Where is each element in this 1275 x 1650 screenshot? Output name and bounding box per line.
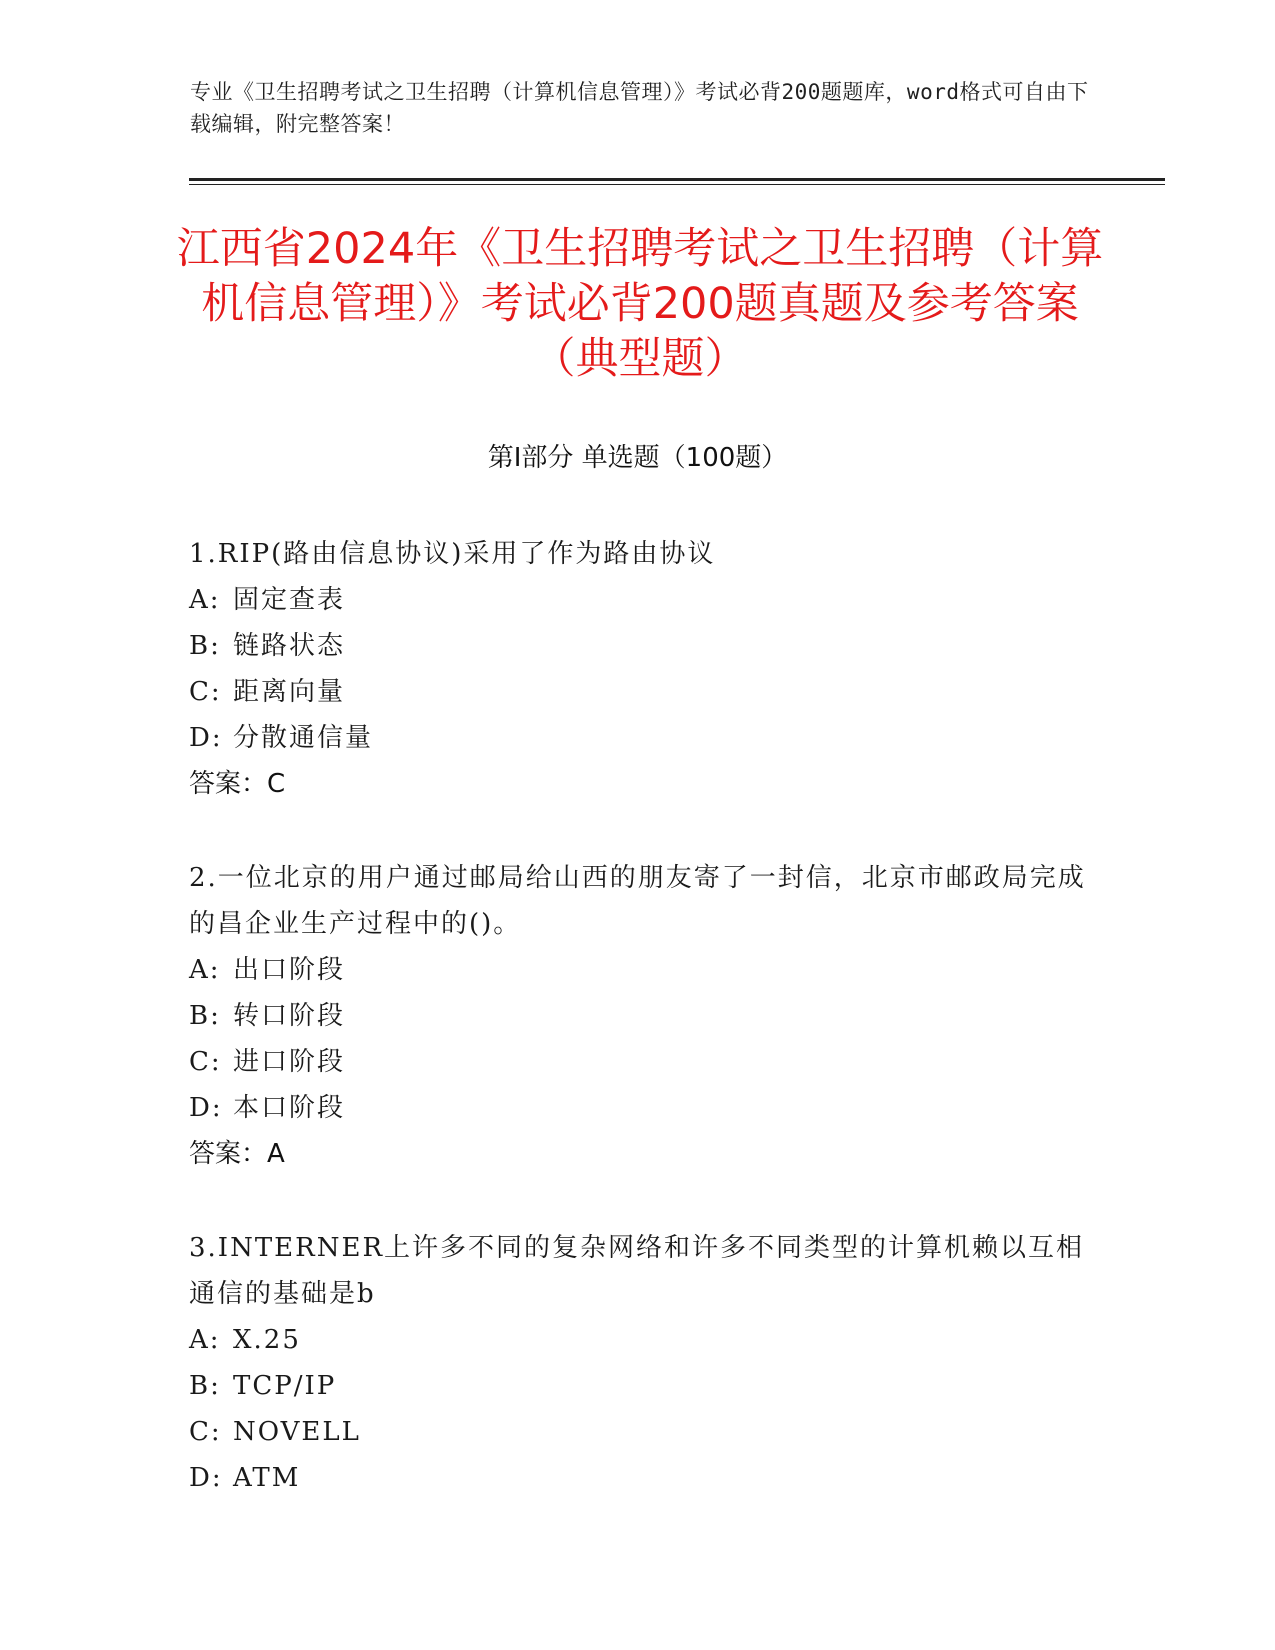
option-text: 固定查表 [233, 585, 346, 615]
option-letter: C: [189, 677, 222, 707]
question-item [189, 855, 1089, 1177]
option-text: 距离向量 [233, 677, 346, 707]
option-c [189, 1039, 1089, 1085]
option-letter: B: [189, 1371, 221, 1401]
option-text: 链路状态 [233, 631, 346, 661]
option-b [189, 993, 1089, 1039]
header-divider-thin [189, 184, 1165, 185]
option-text: 转口阶段 [233, 1001, 346, 1031]
question-stem: 1.RIP(路由信息协议)采用了作为路由协议 [189, 539, 716, 569]
question-stem: 2.一位北京的用户通过邮局给山西的朋友寄了一封信，北京市邮政局完成的昌企业生产过程中的()。 [189, 863, 1086, 939]
option-letter: D: [189, 1463, 223, 1493]
option-c [189, 669, 1089, 715]
option-letter: D: [189, 1093, 223, 1123]
document-title: 江西省2024年《卫生招聘考试之卫生招聘（计算机信息管理）》考试必背200题真题及参考答案（典型题） [176, 224, 1104, 384]
option-b [189, 623, 1089, 669]
option-d [189, 715, 1089, 761]
option-text: 分散通信量 [233, 723, 374, 753]
option-text: X.25 [233, 1325, 301, 1355]
question-item [189, 1225, 1089, 1501]
option-text: 进口阶段 [233, 1047, 346, 1077]
question-item [189, 531, 1089, 807]
header-divider-thick [189, 178, 1165, 181]
option-a [189, 1317, 1089, 1363]
option-text: 出口阶段 [233, 955, 346, 985]
question-stem: 3.INTERNER上许多不同的复杂网络和许多不同类型的计算机赖以互相通信的基础是b [189, 1233, 1085, 1309]
header-note: 专业《卫生招聘考试之卫生招聘（计算机信息管理）》考试必背200题题库，word格式可自由下载编辑，附完整答案！ [190, 80, 1089, 136]
question-list [189, 531, 1089, 1549]
option-letter: D: [189, 723, 223, 753]
option-d [189, 1085, 1089, 1131]
option-text: NOVELL [233, 1417, 361, 1447]
answer-line: 答案：A [189, 1139, 285, 1169]
option-letter: A: [189, 955, 221, 985]
option-b [189, 1363, 1089, 1409]
option-d [189, 1455, 1089, 1501]
answer-line: 答案：C [189, 769, 286, 799]
option-a [189, 947, 1089, 993]
option-letter: A: [189, 1325, 221, 1355]
option-text: 本口阶段 [233, 1093, 346, 1123]
option-letter: B: [189, 1001, 221, 1031]
option-letter: A: [189, 585, 221, 615]
option-text: TCP/IP [233, 1371, 337, 1401]
option-letter: B: [189, 631, 221, 661]
option-text: ATM [233, 1463, 301, 1493]
option-c [189, 1409, 1089, 1455]
option-letter: C: [189, 1417, 222, 1447]
option-a [189, 577, 1089, 623]
option-letter: C: [189, 1047, 222, 1077]
section-heading: 第Ⅰ部分 单选题（100题） [487, 443, 788, 473]
